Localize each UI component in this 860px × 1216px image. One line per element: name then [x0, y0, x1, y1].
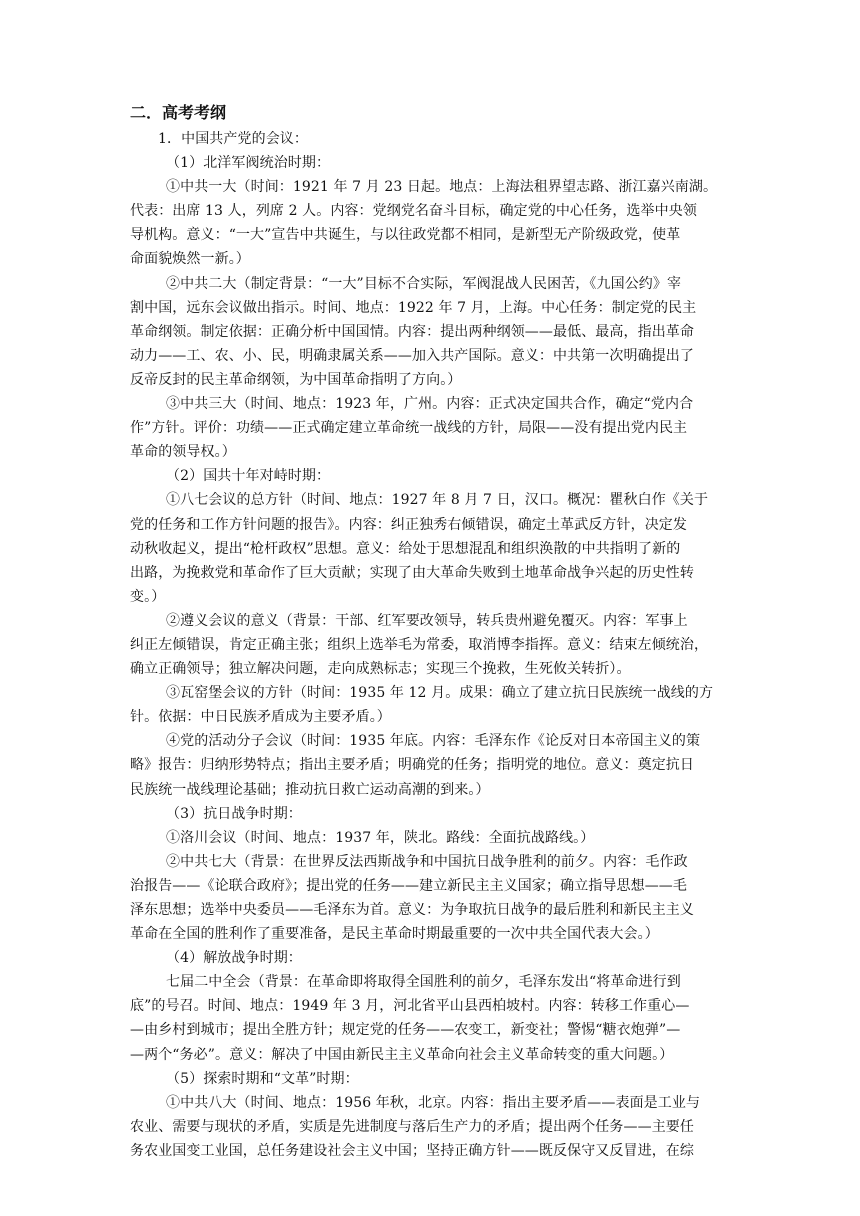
text-line: 革命的领导权。） — [130, 444, 236, 461]
text-line: 党的任务和工作方针问题的报告》。内容：纠正独秀右倾错误，确定土革武反方针，决定发 — [130, 516, 687, 533]
text-line: —由乡村到城市；提出全胜方针；规定党的任务——农变工，新变社；警惕“糖衣炮弹”— — [130, 1022, 681, 1039]
text-line: 导机构。意义：“一大”宣告中共诞生，与以往政党都不相同，是新型无产阶级政党，使革 — [130, 227, 681, 244]
text-line: 出路，为挽救党和革命作了巨大贡献；实现了由大革命失败到土地革命战争兴起的历史性转 — [130, 564, 694, 581]
text-line: 革命在全国的胜利作了重要准备，是民主革命时期最重要的一次中共全国代表大会。） — [130, 926, 659, 943]
text-line: （4）解放战争时期： — [166, 950, 302, 967]
text-line: ③中共三大（时间、地点：1923 年，广州。内容：正式决定国共合作，确定“党内合 — [166, 396, 694, 413]
text-line: 割中国，远东会议做出指示。时间、地点：1922 年 7 月，上海。中心任务：制定党的民主 — [130, 299, 697, 316]
text-line: 命面貌焕然一新。） — [130, 251, 250, 268]
text-line: 作”方针。评价：功绩——正式确定建立革命统一战线的方针，局限——没有提出党内民主 — [130, 420, 688, 437]
text-line: 确立正确领导；独立解决问题，走向成熟标志；实现三个挽救，生死攸关转折）。 — [130, 661, 631, 678]
document-body — [130, 127, 738, 1163]
text-line: —两个“务必”。意义：解决了中国由新民主主义革命向社会主义革命转变的重大问题。） — [130, 1046, 674, 1063]
text-line: ①八七会议的总方针（时间、地点：1927 年 8 月 7 日，汉口。概况：瞿秋白作《关于 — [166, 492, 709, 509]
text-line: ①中共八大（时间、地点：1956 年秋，北京。内容：指出主要矛盾——表面是工业与 — [166, 1094, 701, 1111]
text-line: 纠正左倾错误，肯定正确主张；组织上选举毛为常委，取消博李指挥。意义：结束左倾统治， — [130, 636, 709, 653]
text-line: （5）探索时期和“文革”时期： — [166, 1070, 359, 1087]
text-line: ②遵义会议的意义（背景：干部、红军要改领导，转兵贵州避免覆灭。内容：军事上 — [166, 612, 688, 629]
text-line: 1．中国共产党的会议： — [158, 131, 309, 147]
text-line: 动秋收起义，提出“枪杆政权”思想。意义：给处于思想混乱和组织涣散的中共指明了新的 — [130, 540, 681, 557]
text-line: ②中共二大（制定背景：“一大”目标不合实际，军阀混战人民困苦，《九国公约》宰 — [166, 275, 682, 292]
text-line: ③瓦窑堡会议的方针（时间：1935 年 12 月。成果：确立了建立抗日民族统一战线的方 — [166, 685, 714, 702]
text-line: （2）国共十年对峙时期： — [166, 468, 331, 485]
text-line: （1）北洋军阀统治时期： — [166, 155, 331, 172]
text-line: 革命纲领。制定依据：正确分析中国国情。内容：提出两种纲领——最低、最高，指出革命 — [130, 323, 694, 340]
text-line: 略》报告：归纳形势特点；指出主要矛盾；明确党的任务；指明党的地位。意义：奠定抗日 — [130, 757, 694, 774]
text-line: 变。） — [130, 588, 166, 605]
text-line: 农业、需要与现状的矛盾，实质是先进制度与落后生产力的矛盾；提出两个任务——主要任 — [130, 1118, 694, 1135]
text-line: 动力——工、农、小、民，明确隶属关系——加入共产国际。意义：中共第一次明确提出了 — [130, 347, 694, 364]
section-heading: 二．高考考纲 — [130, 103, 227, 122]
text-line: 底”的号召。时间、地点：1949 年 3 月，河北省平山县西柏坡村。内容：转移工作重心— — [130, 998, 690, 1015]
text-line: ①中共一大（时间：1921 年 7 月 23 日起。地点：上海法租界望志路、浙江嘉兴南湖。 — [166, 179, 718, 196]
text-line: ②中共七大（背景：在世界反法西斯战争和中国抗日战争胜利的前夕。内容：毛作政 — [166, 853, 688, 870]
text-line: 七届二中全会（背景：在革命即将取得全国胜利的前夕，毛泽东发出“将革命进行到 — [166, 974, 681, 991]
text-line: 民族统一战线理论基础；推动抗日救亡运动高潮的到来。） — [130, 781, 490, 798]
text-line: 代表：出席 13 人，列席 2 人。内容：党纲党名奋斗目标，确定党的中心任务，选举中央领 — [130, 203, 697, 220]
text-line: ①洛川会议（时间、地点：1937 年，陕北。路线：全面抗战路线。） — [166, 829, 595, 846]
text-line: ④党的活动分子会议（时间：1935 年底。内容：毛泽东作《论反对日本帝国主义的策 — [166, 733, 701, 750]
text-line: 反帝反封的民主革命纲领，为中国革命指明了方向。） — [130, 371, 462, 388]
text-line: 治报告——《论联合政府》；提出党的任务——建立新民主主义国家；确立指导思想——毛 — [130, 877, 687, 894]
text-line: 泽东思想；选举中央委员——毛泽东为首。意义：为争取抗日战争的最后胜利和新民主主义 — [130, 902, 694, 918]
text-line: （3）抗日战争时期： — [166, 805, 302, 822]
text-line: 针。依据：中日民族矛盾成为主要矛盾。） — [130, 709, 391, 726]
text-line: 务农业国变工业国，总任务建设社会主义中国；坚持正确方针——既反保守又反冒进，在综 — [130, 1142, 694, 1159]
